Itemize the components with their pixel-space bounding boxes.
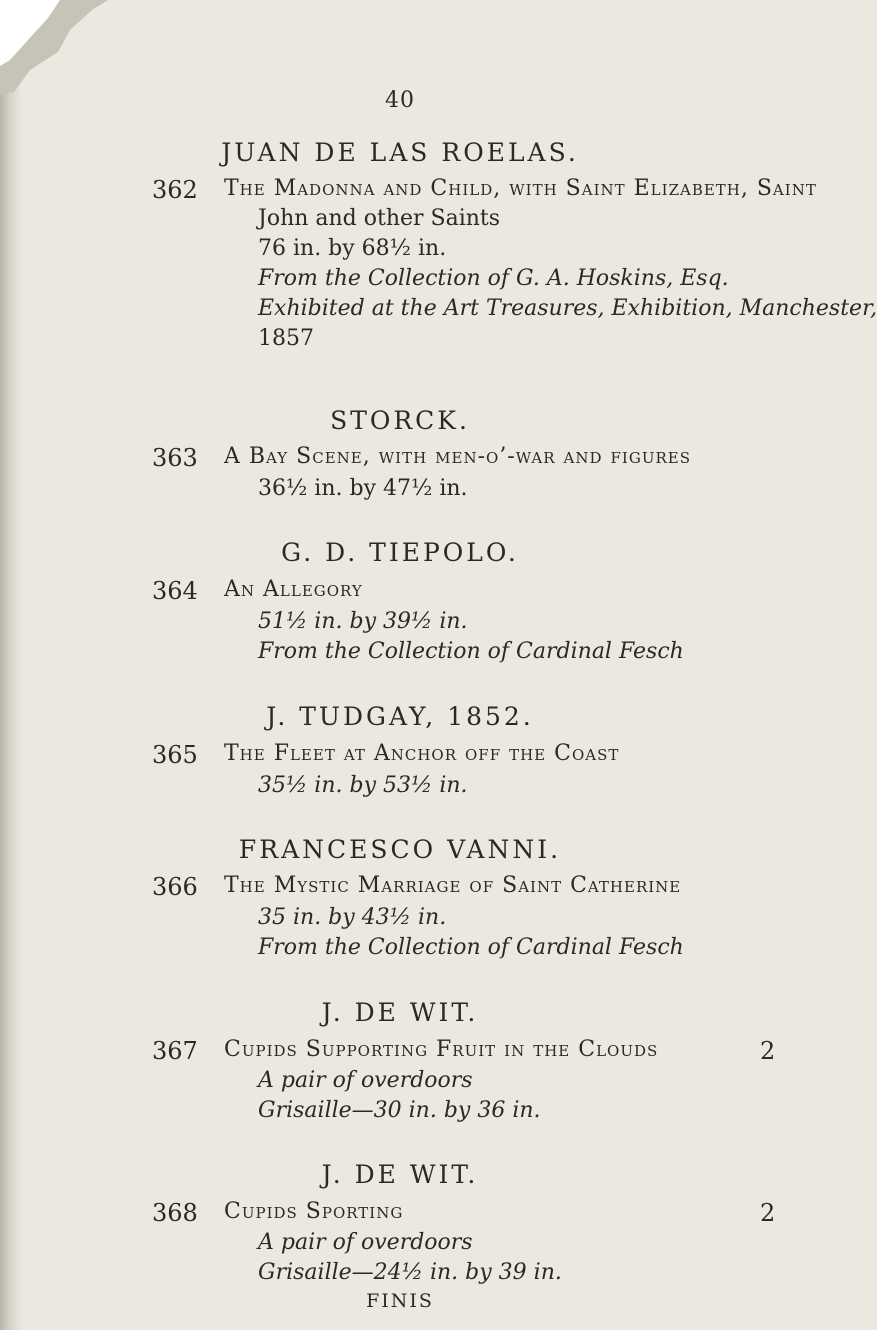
lot-size: 76 in. by 68½ in. bbox=[258, 236, 447, 261]
lot-title: The Mystic Marriage of Saint Catherine bbox=[224, 873, 682, 898]
page-edge-shadow bbox=[0, 0, 22, 1330]
lot-medium: Grisaille—30 in. by 36 in. bbox=[258, 1098, 541, 1123]
artist-heading: J. DE WIT. bbox=[321, 1160, 479, 1189]
artist-heading: JUAN DE LAS ROELAS. bbox=[221, 138, 579, 167]
lot-provenance: From the Collection of Cardinal Fesch bbox=[258, 639, 684, 664]
lot-number: 366 bbox=[152, 873, 198, 901]
lot-number: 368 bbox=[152, 1199, 198, 1227]
lot-title: A Bay Scene, with men-o’-war and figures bbox=[224, 444, 691, 469]
page-number: 40 bbox=[385, 88, 415, 113]
lot-provenance: From the Collection of G. A. Hoskins, Esq. bbox=[258, 266, 729, 291]
lot-title: The Madonna and Child, with Saint Elizabeth, Saint bbox=[224, 176, 817, 201]
lot-note: A pair of overdoors bbox=[258, 1230, 473, 1255]
lot-provenance: From the Collection of Cardinal Fesch bbox=[258, 935, 684, 960]
lot-quantity: 2 bbox=[760, 1037, 776, 1065]
lot-title: The Fleet at Anchor off the Coast bbox=[224, 741, 620, 766]
lot-exhibited: Exhibited at the Art Treasures, Exhibition, Manchester, bbox=[258, 296, 877, 321]
artist-heading: FRANCESCO VANNI. bbox=[238, 835, 562, 864]
artist-heading: J. TUDGAY, 1852. bbox=[266, 702, 534, 731]
artist-heading: STORCK. bbox=[330, 406, 470, 435]
lot-size: 35½ in. by 53½ in. bbox=[258, 773, 468, 798]
artist-heading: J. DE WIT. bbox=[321, 998, 479, 1027]
lot-quantity: 2 bbox=[760, 1199, 776, 1227]
lot-number: 364 bbox=[152, 577, 198, 605]
lot-size: 35 in. by 43½ in. bbox=[258, 905, 447, 930]
lot-title: Cupids Sporting bbox=[224, 1199, 404, 1224]
lot-note: A pair of overdoors bbox=[258, 1068, 473, 1093]
lot-title: An Allegory bbox=[224, 577, 363, 602]
lot-exhibited-year: 1857 bbox=[258, 326, 314, 351]
lot-number: 363 bbox=[152, 444, 198, 472]
torn-corner bbox=[0, 0, 110, 95]
lot-number: 362 bbox=[152, 176, 198, 204]
artist-heading: G. D. TIEPOLO. bbox=[281, 538, 519, 567]
lot-size: 51½ in. by 39½ in. bbox=[258, 609, 468, 634]
lot-size: 36½ in. by 47½ in. bbox=[258, 476, 468, 501]
lot-number: 365 bbox=[152, 741, 198, 769]
lot-title: Cupids Supporting Fruit in the Clouds bbox=[224, 1037, 659, 1062]
finis: FINIS bbox=[366, 1290, 434, 1312]
lot-medium: Grisaille—24½ in. by 39 in. bbox=[258, 1260, 562, 1285]
lot-title-continued: John and other Saints bbox=[258, 206, 501, 231]
lot-number: 367 bbox=[152, 1037, 198, 1065]
